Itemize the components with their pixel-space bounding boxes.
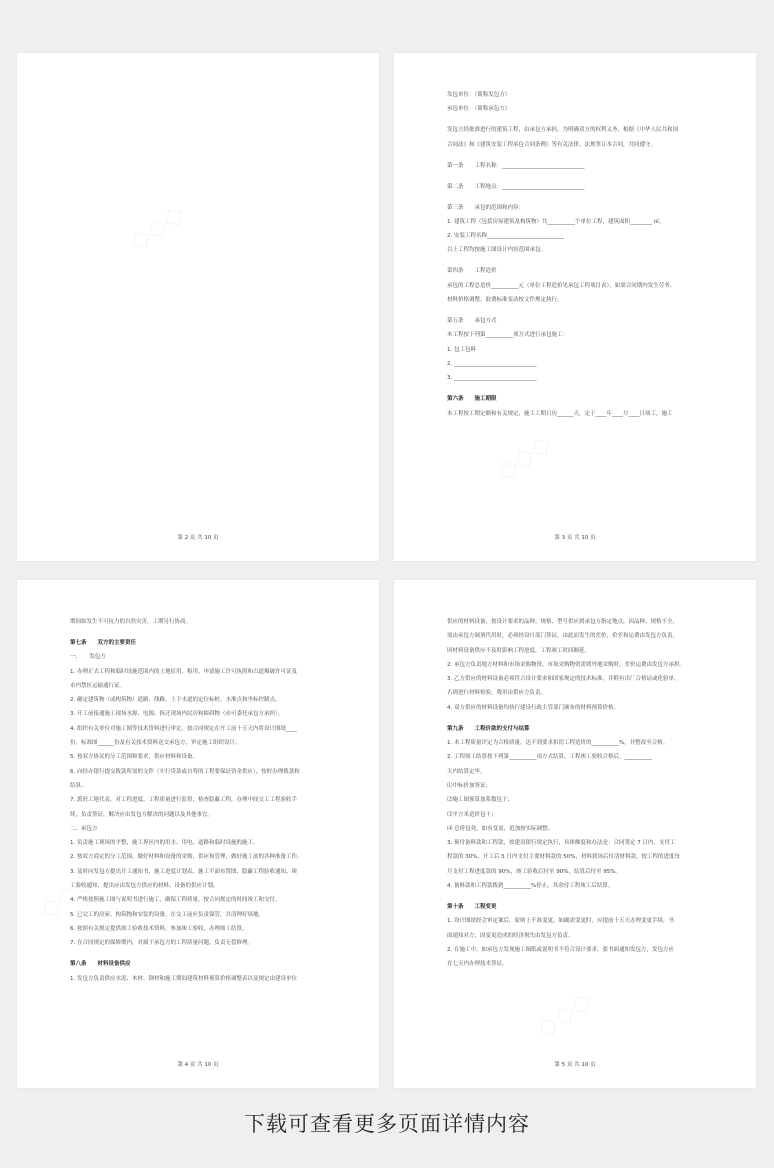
- text-line: 第五条 承包方式: [447, 318, 497, 325]
- text-line: 7. 派驻工地代表，对工程进度、工程质量进行监督，检查隐蔽工程，办理中间交工工程验收手: [70, 797, 297, 804]
- text-line: 供应的材料设备，按设计要求的品种、规格、型号供应到承包方指定地点，因品种、规格不全，: [447, 619, 679, 625]
- page-footer: 第 3 页 共 10 页: [554, 535, 596, 541]
- text-line: 1. 办理正式工程和临时设施范围内的土地征用、租用、申请施工许可执照和占道爆破许可证及: [70, 668, 297, 675]
- page-content: [70, 618, 331, 989]
- text-line: 2. 在施工中，如承包方发现施工图纸或说明书不符合设计要求，要书面通知发包方，发包方应: [447, 946, 674, 953]
- text-line: 本工程按下列第__________项方式进行承包施工：: [447, 332, 569, 339]
- text-line: 本工程按工期定额和有关规定，施工工期日历______天，定于____年____月____日竣工，施工: [447, 410, 673, 417]
- text-line: 7. 在合同规定的保修期内，对属于承包方的工程质量问题，负责无偿修理。: [70, 940, 253, 947]
- text-line: 2. ______________________________: [447, 360, 537, 367]
- document-page-3: [394, 53, 756, 561]
- text-line: 2. 确定建筑物（或构筑物）道路、线路、上下水道的定位标桩、水准点和坐标控制点。: [70, 697, 281, 704]
- text-line: 需由承包方调剂代用时，必须经设计部门签证，由此而发生的差价，价差和运费由发包方负责，: [447, 633, 679, 640]
- text-line: 1. 设计图纸经会审定案后，原则上不准变更，如确需变更时，应提前十五天办理变更手续，书: [447, 918, 674, 925]
- text-line: 程款的 30%，开工后 5 日内支付主要材料款的 50%，材料到场后付清材料款，按工程的进度每: [447, 854, 680, 861]
- text-line: 以上工程均按施工图设计内容范围承包。: [447, 247, 547, 254]
- text-line: 4. 严格按照施工图与说明书进行施工，确保工程质量，按合同规定的时间竣工和交付。: [70, 897, 281, 904]
- text-line: 第四条 工程造价: [447, 268, 497, 275]
- text-line: 1. 本工程质量评定为合格质量，达不到要求扣罚工程造价的__________%，并整改至合格。: [447, 740, 669, 747]
- text-line: 材料价格调整、取费标准变动按文件规定执行。: [447, 297, 563, 304]
- watermark: [531, 986, 597, 1045]
- text-line: 一、 发包方: [70, 654, 106, 661]
- text-line: 4. 备料款和工程款拨到__________%停止，其余待工程竣工后结算。: [447, 883, 614, 890]
- document-page-2: [17, 53, 379, 561]
- text-line: 发包方经批准进行的建筑工程，由承包方承担。为明确双方的权利义务，根据《中华人民共和国: [447, 127, 679, 134]
- text-line: ⑴中标价加签证；: [447, 782, 492, 789]
- text-line: 5. 按双方协议的分工范围和要求，供应材料和设备。: [70, 754, 198, 761]
- text-line: 市内禁区运输通行证。: [70, 682, 126, 689]
- section-heading: 第七条 双方的主要责任: [70, 640, 137, 646]
- text-line: 3. 开工前接通施工现场水源、电源、拆迁现场内民房和障碍物（亦可委托承包方承担）。: [70, 711, 284, 718]
- text-line: 否则进行材料检验，费用由供应方负责。: [447, 690, 547, 697]
- text-line: 结算。: [70, 782, 87, 789]
- text-line: 1. 发包方负责供应水泥、木材、钢材和施工期间建筑材料预算价格调整表以及规定由建设单位: [70, 975, 297, 982]
- document-page-4: [17, 580, 379, 1088]
- text-line: 发包单位：（简称发包方）: [447, 92, 511, 98]
- text-line: 工验收通知，提出应由发包方供应的材料、设备的供应计划。: [70, 883, 219, 890]
- text-line: 承包单位：（简称承包方）: [447, 106, 511, 113]
- text-line: 续，负责签证，解决应由发包方解决的问题以及其他事宜。: [70, 811, 214, 818]
- text-line: 天内结算定毕。: [447, 768, 486, 775]
- text-line: 1. 建筑工程（包括房屋建筑及构筑物）共__________个单位工程，建筑面积________ ㎡。: [447, 218, 665, 225]
- text-line: 4. 组织有关单位对施工图等技术资料进行审定，按合同规定在开工前十五天内将设计图纸____: [70, 725, 297, 732]
- text-line: 在七天内办理技术签证。: [447, 961, 508, 968]
- text-line: 面通知对方，因变更造成的经济损失由发包方负责。: [447, 932, 574, 939]
- text-line: 月支付工程进度款的 90%，竣工验收后付至 90%，结算后付至 95%。: [447, 868, 621, 875]
- page-footer: 第 2 页 共 10 页: [177, 535, 219, 541]
- text-line: 第二条 工程地点：______________________________: [447, 183, 585, 190]
- page-footer: 第 4 页 共 10 页: [177, 1062, 219, 1068]
- page-content: [447, 91, 708, 424]
- text-line: 3. 乙方供应的材料设备必须符合设计要求和国家规定的技术标准，并附有出厂合格证或化验单，: [447, 676, 680, 683]
- text-line: 份，标准图______份及有关技术资料送交承包方，审定施工组织设计。: [70, 740, 241, 747]
- text-line: 第三条 承包的范围和内容：: [447, 204, 525, 211]
- text-line: 6. 向经办银行提交拨款所需的文件（实行贷款或自筹的工程要保证资金供应），按时办理拨款和: [70, 768, 300, 775]
- text-line: 1. 包工包料: [447, 346, 476, 353]
- page-content: [447, 618, 708, 975]
- text-line: 2. 工程竣工结算按下列第__________项方式结算，工程竣工验收合格后，__________: [447, 754, 652, 761]
- text-line: 3. 预付备料款和工程款，按建设银行规定执行，具体额度和办法是：合同签定 7 日内，支付工: [447, 840, 676, 847]
- text-line: 6. 按照有关规定提供竣工验收技术资料，参加竣工验收，办理竣工结算。: [70, 925, 248, 932]
- section-heading: 第九条 工程价款的支付与结算: [447, 725, 530, 732]
- text-line: ⑷ 总价包死，如有变更，追加按实际调整。: [447, 825, 554, 832]
- document-page-5: [394, 580, 756, 1088]
- watermark: [491, 429, 557, 488]
- text-line: 2. 安装工程名称____________________________: [447, 233, 564, 240]
- text-line: 3. ______________________________: [447, 375, 537, 382]
- text-line: 2. 承包方负责地方材料和市场采购物资，市场采购物资需到外地采购时，差价运费由发包方承担。: [447, 661, 685, 668]
- watermark: [124, 199, 190, 258]
- text-line: 二、承包方: [70, 825, 98, 832]
- text-line: 期间如发生不可抗力的自然灾害，工期另行协商。: [70, 619, 192, 625]
- text-line: 4. 双方供应的材料设备均执行建设行政主管部门颁布的材料预算价格。: [447, 704, 619, 711]
- text-line: 2. 按双方商定的分工范围，做好材料和设备的采购、供应和管理，做好施工前的各种准备工作。: [70, 854, 303, 861]
- text-line: 承包的工程总造价__________元（单位工程造价见承包工程项目表），如果合同期内发生劳务、: [447, 282, 676, 289]
- text-line: 1. 负责施工现场的平整、施工界区内的用水、用电、道路和临时设施的施工。: [70, 840, 259, 847]
- text-line: 第一条 工程名称：______________________________: [447, 162, 585, 169]
- text-line: ⑵施工图预算加系数包干；: [447, 797, 514, 804]
- text-line: 因材料设备供应不及时影响工程进度，工程竣工时间顺延。: [447, 647, 591, 654]
- download-more-caption[interactable]: 下载可查看更多页面详情内容: [244, 1112, 530, 1136]
- text-line: ⑶平方米造价包干；: [447, 811, 497, 818]
- section-heading: 第六条 施工期限: [447, 396, 497, 403]
- section-heading: 第八条 材料设备供应: [70, 961, 131, 968]
- page-footer: 第 5 页 共 10 页: [554, 1062, 596, 1068]
- section-heading: 第十条 工程变更: [447, 904, 497, 911]
- text-line: 合同法》和《建筑安装工程承包合同条例》等有关法律、法规签订本合同，共同遵守。: [447, 141, 657, 148]
- text-line: 3. 及时向发包方提出开工通知书、施工进度计划表、施工平面布置图、隐蔽工程验收通知、竣: [70, 868, 297, 875]
- text-line: 5. 已完工的房屋、构筑物和安装的设备，在交工前应负责保管，并清理好场地。: [70, 911, 264, 918]
